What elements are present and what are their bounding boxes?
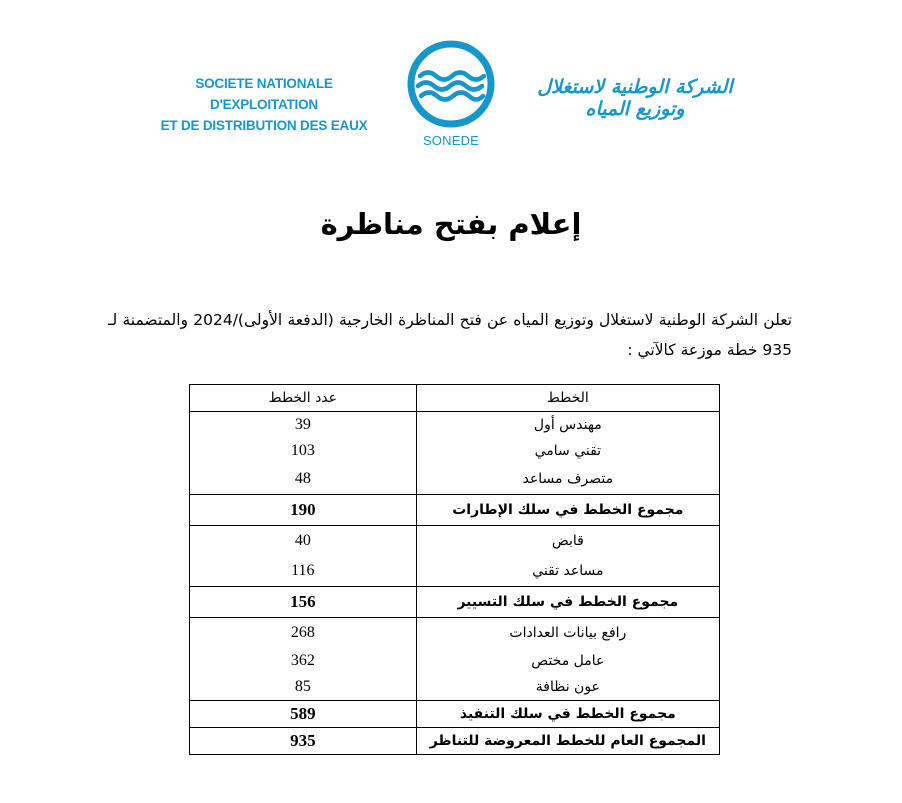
sonede-logo-icon <box>405 38 497 148</box>
table-row <box>190 464 720 495</box>
plan-cell: المجموع العام للخطط المعروضة للتناظر <box>416 728 719 755</box>
company-name-french-line2: ET DE DISTRIBUTION DES EAUX <box>160 118 368 133</box>
plan-cell: مجموع الخطط في سلك التنفيذ <box>416 701 719 728</box>
page-title: إعلام بفتح مناظرة <box>320 207 582 241</box>
table-row-subtotal <box>190 587 720 618</box>
plan-cell: عون نظافة <box>416 674 719 701</box>
table-row-total <box>190 728 720 755</box>
plan-cell: قابض <box>416 526 719 557</box>
count-cell: 362 <box>190 648 417 674</box>
plan-cell: مهندس أول <box>416 412 719 439</box>
company-name-french-line1: SOCIETE NATIONALE D'EXPLOITATION <box>195 76 333 112</box>
table-row <box>190 438 720 464</box>
company-name-french <box>150 73 378 136</box>
table-row-subtotal <box>190 701 720 728</box>
plan-cell: متصرف مساعد <box>416 464 719 495</box>
count-cell: 103 <box>190 438 417 464</box>
count-cell: 156 <box>190 587 417 618</box>
count-cell: 39 <box>190 412 417 439</box>
count-cell: 116 <box>190 556 417 587</box>
table-row <box>190 412 720 439</box>
company-name-arabic: الشركة الوطنية لاستغلال وتوزيع المياه <box>537 76 733 120</box>
count-cell: 589 <box>190 701 417 728</box>
plan-cell: رافع بيانات العدادات <box>416 618 719 649</box>
header-plan: الخطط <box>416 385 719 412</box>
table-row <box>190 648 720 674</box>
plan-cell: تقني سامي <box>416 438 719 464</box>
table-row <box>190 674 720 701</box>
table-row <box>190 526 720 557</box>
table-row-subtotal <box>190 495 720 526</box>
plan-cell: مجموع الخطط في سلك الإطارات <box>416 495 719 526</box>
count-cell: 85 <box>190 674 417 701</box>
plans-table <box>189 384 720 755</box>
count-cell: 268 <box>190 618 417 649</box>
plan-cell: مجموع الخطط في سلك التسيير <box>416 587 719 618</box>
header-count: عدد الخطط <box>190 385 417 412</box>
table-row <box>190 556 720 587</box>
count-cell: 48 <box>190 464 417 495</box>
count-cell: 40 <box>190 526 417 557</box>
logo-text: SONEDE <box>422 133 480 148</box>
table-header-row <box>190 385 720 412</box>
count-cell: 190 <box>190 495 417 526</box>
count-cell: 935 <box>190 728 417 755</box>
plan-cell: عامل مختص <box>416 648 719 674</box>
table-row <box>190 618 720 649</box>
intro-paragraph: تعلن الشركة الوطنية لاستغلال وتوزيع المياه عن فتح المناظرة الخارجية (الدفعة الأولى)/2024 والمتضمنة لـ 935 خطة موزعة كالآتي : <box>108 311 792 359</box>
plan-cell: مساعد تقني <box>416 556 719 587</box>
